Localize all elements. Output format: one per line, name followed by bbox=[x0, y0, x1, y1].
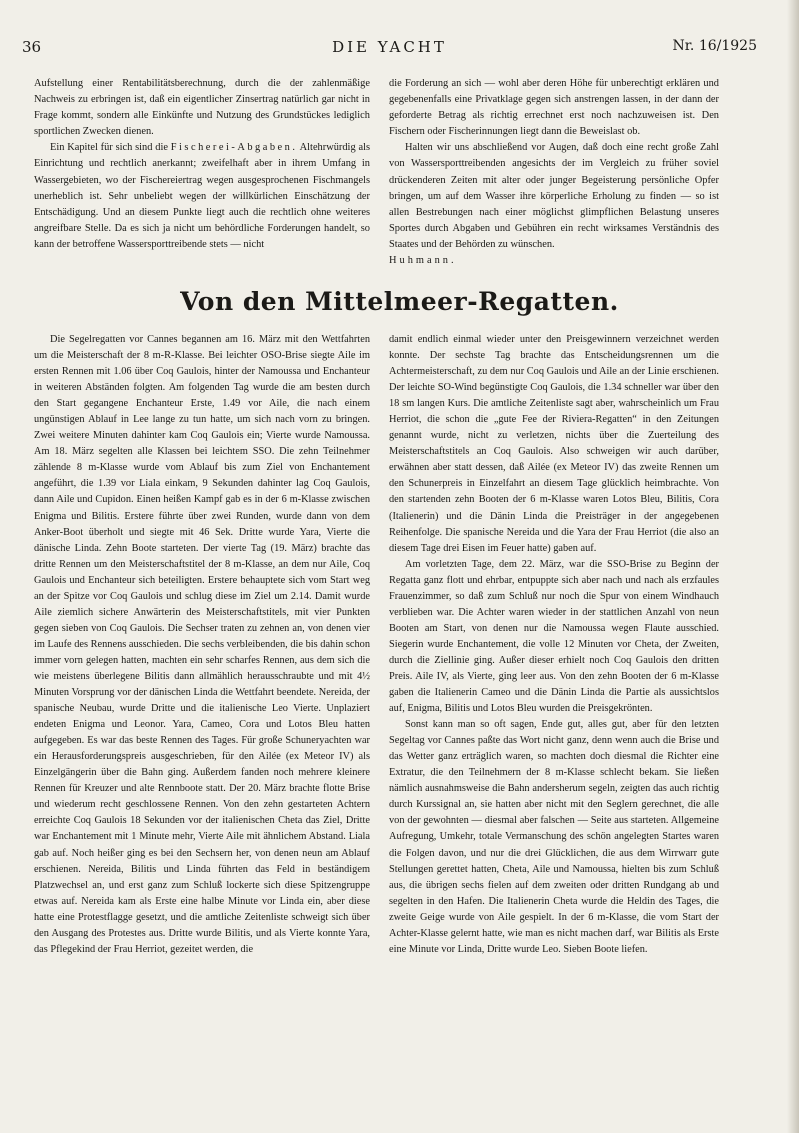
prev-article-paragraph: Halten wir uns abschließend vor Augen, daß doch eine recht große Zahl von Wassersporttreibenden angesichts der im Vergleich zu früher soviel drückenderen Zeiten mit alter oder junger Begeisterung persönliche Opfer bringen, um auf dem Wasser ihre körperliche Erholung zu finden — so ist allen Bestrebungen nach einer möglichst glimpflichen Belastung unseres Sportes durch Abgaben und Gebühren ein recht wirksames Verständnis des Staates und der Behörden zu wünschen. bbox=[389, 142, 719, 250]
prev-article-paragraph: Aufstellung einer Rentabilitätsberechnung, durch die der zahlenmäßige Nachweis zu erbringen ist, daß ein eigentlicher Zinsertrag natürlich gar nicht in Frage kommt, sondern alle Einkünfte und Nutzung des Grundstückes lediglich sportlichen Zwecken dienen. bbox=[34, 78, 370, 138]
prev-article-paragraph: die Forderung an sich — wohl aber deren Höhe für unberechtigt erklären und gegebenenfalls eine Privatklage gegen sich anstrengen lassen, in der dann der geforderte Betrag als richtig errechnet erst noch nachzuweisen ist. Den Fischern oder Fischerinnungen liegt dann die Beweislast ob. bbox=[389, 78, 719, 138]
author-signature: Huhmann. bbox=[389, 255, 457, 267]
issue-number: Nr. 16/1925 bbox=[672, 38, 757, 54]
running-head bbox=[22, 38, 757, 60]
emphasized-term: Fischerei-Abgaben. bbox=[170, 142, 298, 154]
article-paragraph: Die Segelregatten vor Cannes begannen am 16. März mit den Wettfahrten um die Meisterschaft der 8 m-R-Klasse. Bei leichter OSO-Brise siegte Aile im ersten Rennen mit 1.06 über Coq Gaulois, hinter der Namoussa und Enchanteur in weiteren Abständen folgten. Am folgenden Tag wurde die am besten durch den Start gegangene Enchanteur Erste, 1.49 vor Aile, die nach einem ungünstigen Ablauf in Lee lange zu tun hatte, um sich nach vorn zu bringen. Zwei weitere Minuten dahinter kam Coq Gaulois ein; Vierte wurde Namoussa. Am 18. März segelten alle Klassen bei leichtem SSO. Die zehn Teilnehmer zählende 8 m-Klasse wurde vom Ablauf bis zum Ziel von Enchantement angeführt, die 1.39 vor Liala einkam, 9 Sekunden dahinter lag Coq Gaulois, dann Aile und Cupidon. Einen heißen Kampf gab es in der 6 m-Klasse zwischen Enigma und Bilitis. Erstere führte über zwei Runden, wurde dann von dem Anker-Boot überholt und siegte mit 46 Sek. Dritte wurde Yara, Vierte die dänische Linda. Zehn Boote starteten. Der vierte Tag (19. März) brachte das dritte Rennen um den Meisterschaftstitel der 8 m-Klasse, an dem nur Aile, Coq Gaulois und Enchanteur sich beteiligten. Erstere behauptete sich vom Start weg an der Spitze vor Coq Gaulois und schlug diese im Ziel um 2.14. Damit wurde Aile ziemlich sichere Anwärterin des Meisterschaftstitels, mit vier Punkten gegen sieben von Coq Gaulois. Die Sechser traten zu zehnen an, von denen vier im Laufe des Rennens ausschieden. Die sechs verbleibenden, die bis dahin schon immer vorn gelegen hatten, machten ein sehr scharfes Rennen, aus dem sich die wie meistens überlegene Bilitis dann allmählich herausschraubte und mit 4½ Minuten Vorsprung vor der dänischen Linda die Wettfahrt beendete. Nereida, der spanische Neubau, wurde Dritte und die italienische Leo Vierte. Unplaziert endeten Enigma und Leonor. Yara, Cameo, Cora und Lotos Bleu hatten aufgegeben. Es war das beste Rennen des Tages. Für große Schuneryachten war ein Herausforderungspreis ausgeschrieben, für den Ailée (ex Meteor IV) als Einzelgängerin über die Bahn ging. Außerdem fanden noch mehrere kleinere Rennen für Kreuzer und alte Rennboote statt. Der 20. März brachte flotte Brise und wiederum recht geschlossene Rennen. Von den zehn gestarteten Achtern erreichte Coq Gaulois 18 Sekunden vor der italienischen Cheta das Ziel, Dritte war Enchantement mit 1 Minute mehr, Vierte Aile mit ähnlichem Abstand. Liala gab auf. Noch heißer ging es bei den Sechsern her, von denen neun am Ablauf erschienen. Nereida, Bilitis und Linda führten das Feld in beständigem Platzwechsel an, und erst ganz zum Schluß lockerte sich diese Spitzengruppe etwas auf. Nereida kam als Erste eine halbe Minute vor Linda ein, aber diese hatte eine Protestflagge gesetzt, und die amtliche Zeitenliste schweigt sich über den Ausgang des Protestes aus. Dritte wurde Bilitis, und als Vierte konnte Yara, das Pflegekind der Frau Herriot, gezeitet werden, die bbox=[34, 334, 370, 955]
article-title: Von den Mittelmeer-Regatten. bbox=[180, 287, 619, 316]
prev-article-paragraph bbox=[34, 140, 370, 253]
prev-article-right-column bbox=[389, 76, 719, 269]
paragraph-text: Altehrwürdig als Einrichtung und rechtlich anerkannt; zweifelhaft aber in ihrem Umfang in Wassergebieten, wo der Fischereiertrag wegen ausgesprochenen Fischmangels unerheblich ist. Sehr unbeliebt wegen der willkürlichen Einschätzung der Entschädigung. Und an diesem Punkte liegt auch die rechtlich ohne weiteres angreifbare Stelle. Da es sich ja nicht um behördliche Forderungen handelt, so kann der betroffene Wassersporttreibende stets — nicht bbox=[34, 142, 370, 250]
paragraph-text: Ein Kapitel für sich sind die bbox=[50, 142, 171, 154]
article-paragraph: Am vorletzten Tage, dem 22. März, war die SSO-Brise zu Beginn der Regatta ganz flott und ehrbar, entpuppte sich aber nach und nach als erzfaules Frauenzimmer, so daß zum Schluß nur noch die Spur von einem Windhauch verblieben war. Die Achter waren wieder in der stattlichen Anzahl von neun Booten am Start, von denen nur die Namoussa wegen Flaute ausschied. Siegerin wurde Enchantement, die volle 12 Minuten vor Cheta, der Zweiten, durch die Ziellinie ging. Außer dieser erhielt noch Coq Gaulois den dritten Preis. Aile IV, als Vierte, ging leer aus. Von den zehn Booten der 6 m-Klasse gaben die Italienerin Cameo und die Dänin Linda die Partie als aussichtslos auf, Enigma, Bilitis und Lotos Bleu wurden die Preisgekrönten. bbox=[389, 558, 719, 715]
journal-title: DIE YACHT bbox=[332, 38, 447, 56]
page-binding-edge bbox=[787, 0, 799, 1133]
article-paragraph: Sonst kann man so oft sagen, Ende gut, alles gut, aber für den letzten Segeltag vor Cannes paßte das Wort nicht ganz, denn wenn auch die Brise und das Wetter ganz erträglich waren, so machten doch diesmal die Richter eine Extratur, die den Teilnehmern der 8 m-Klasse schlecht bekam. Sie ließen nämlich ausnahmsweise die Bahn andersherum segeln, zeigten das auch richtig durch Kurssignal an, sie hatten aber nicht mit den Seglern gerechnet, die alle von der gewohnten — diesmal aber falschen — Seite aus starteten. Allgemeine Aufregung, Umkehr, totale Vermanschung des schön angelegten Startes waren die Folgen davon, und nur die drei Glücklichen, die aus dem Wirrwarr gute Stellungen gerettet hatten, Cheta, Aile und Namoussa, hielten bis zum Schluß aus, die übrigen sechs fielen auf dem zweiten oder dritten Rundgang ab und segelten in den Hafen. Die Italienerin Cheta wurde die Heldin des Tages, die zweite Geige wurde von Aile gespielt. In der 6 m-Klasse, die vom Start der Achter-Klasse gelernt hatte, wie man es nicht machen darf, war Bilitis als Erste eine Minute vor Linda, Dritte wurde Leo. Sieben Boote liefen. bbox=[389, 719, 719, 955]
article-right-column bbox=[389, 332, 719, 958]
page-number: 36 bbox=[22, 38, 42, 56]
prev-article-left-column bbox=[34, 76, 370, 253]
article-left-column bbox=[34, 332, 370, 958]
article-paragraph: damit endlich einmal wieder unter den Preisgewinnern verzeichnet werden konnte. Der sechste Tag brachte das Entscheidungsrennen um die Achtermeisterschaft, zu dem nur Coq Gaulois und Aile an der Linie erschienen. Der leichte SO-Wind begünstigte Coq Gaulois, die 1.34 schneller war über den 18 sm langen Kurs. Die amtliche Zeitenliste sagt aber, wahrscheinlich um Frau Herriot, die schon die „gute Fee der Riviera-Regatten“ in den Zeitungen genannt wurde, nicht zu verletzen, nichts über die Zuerteilung des Meisterschaftstitels an Coq Gaulois. Also schweigen wir auch darüber, erwähnen aber statt dessen, daß Ailée (ex Meteor IV) das zweite Rennen um den Schunerpreis in Einzelfahrt an diesem Tage glücklich heimbrachte. Von den startenden zehn Booten der 6 m-Klasse waren Lotos Bleu, Bilitis, Cora (Italienerin) und die Dänin Linda die Preisträger in der angegebenen Reihenfolge. Die spanische Nereida und die Yara der Frau Herriot (die also an diesem Tage drei Eisen im Feuer hatte) gaben auf. bbox=[389, 334, 719, 554]
